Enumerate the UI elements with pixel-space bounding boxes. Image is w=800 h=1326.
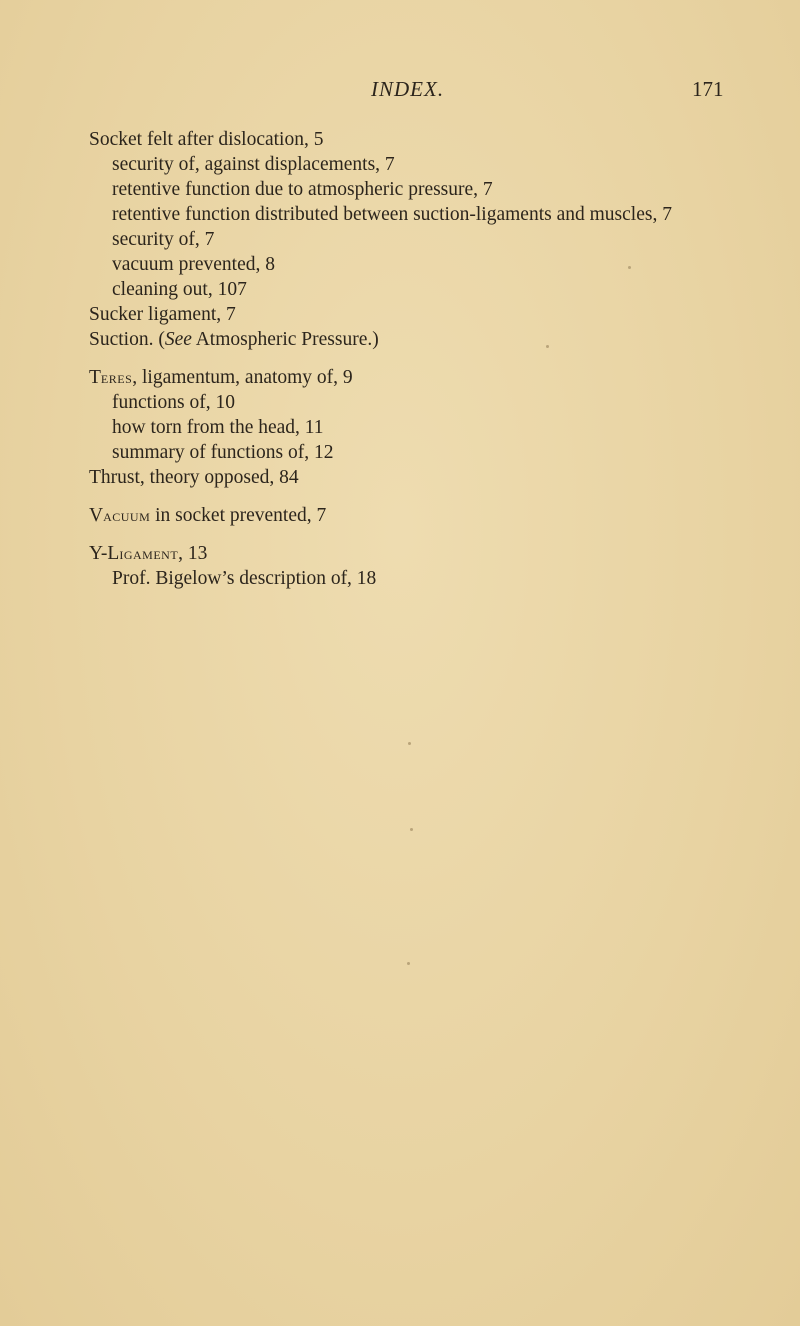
entry-text: Suction. ( <box>89 329 165 350</box>
paper-speck <box>408 742 411 745</box>
index-subentry: summary of functions of, 12 <box>112 442 334 463</box>
paper-speck <box>410 828 413 831</box>
paper-speck <box>407 962 410 965</box>
entry-small-caps: acuum <box>103 506 151 525</box>
entry-text: in socket prevented, 7 <box>150 505 327 526</box>
index-subentry: retentive function due to atmospheric pressure, 7 <box>112 179 493 200</box>
paper-speck <box>546 345 549 348</box>
index-entry-socket: Socket felt after dislocation, 5 <box>89 129 324 150</box>
entry-initial: T <box>89 367 101 388</box>
index-subentry: retentive function distributed between suction-ligaments and muscles, 7 <box>112 204 672 225</box>
index-subentry: how torn from the head, 11 <box>112 417 324 438</box>
index-subentry: cleaning out, 107 <box>112 279 247 300</box>
paper-speck <box>628 266 631 269</box>
index-subentry: Prof. Bigelow’s description of, 18 <box>112 568 377 589</box>
index-entry-vacuum <box>89 504 326 528</box>
index-subentry: vacuum prevented, 8 <box>112 254 275 275</box>
index-entry-suction <box>89 328 379 352</box>
entry-text: Atmospheric Pressure.) <box>191 329 379 350</box>
entry-small-caps: eres <box>100 368 133 387</box>
running-title: INDEX. <box>371 77 445 101</box>
index-subentry: functions of, 10 <box>112 392 235 413</box>
index-subentry: security of, 7 <box>112 229 215 250</box>
index-subentry: security of, against displacements, 7 <box>112 154 395 175</box>
entry-initial: V <box>89 505 104 526</box>
index-entry-thrust: Thrust, theory opposed, 84 <box>89 467 299 488</box>
index-entry-teres <box>89 366 353 390</box>
entry-initial: Y-L <box>89 543 120 564</box>
entry-text: , 13 <box>178 543 208 564</box>
see-reference: See <box>164 329 192 350</box>
page-number: 171 <box>692 77 724 101</box>
entry-text: , ligamentum, anatomy of, 9 <box>132 367 353 388</box>
entry-small-caps: igament <box>119 544 179 563</box>
index-entry-sucker-ligament: Sucker ligament, 7 <box>89 304 236 325</box>
index-entry-y-ligament <box>89 542 207 566</box>
